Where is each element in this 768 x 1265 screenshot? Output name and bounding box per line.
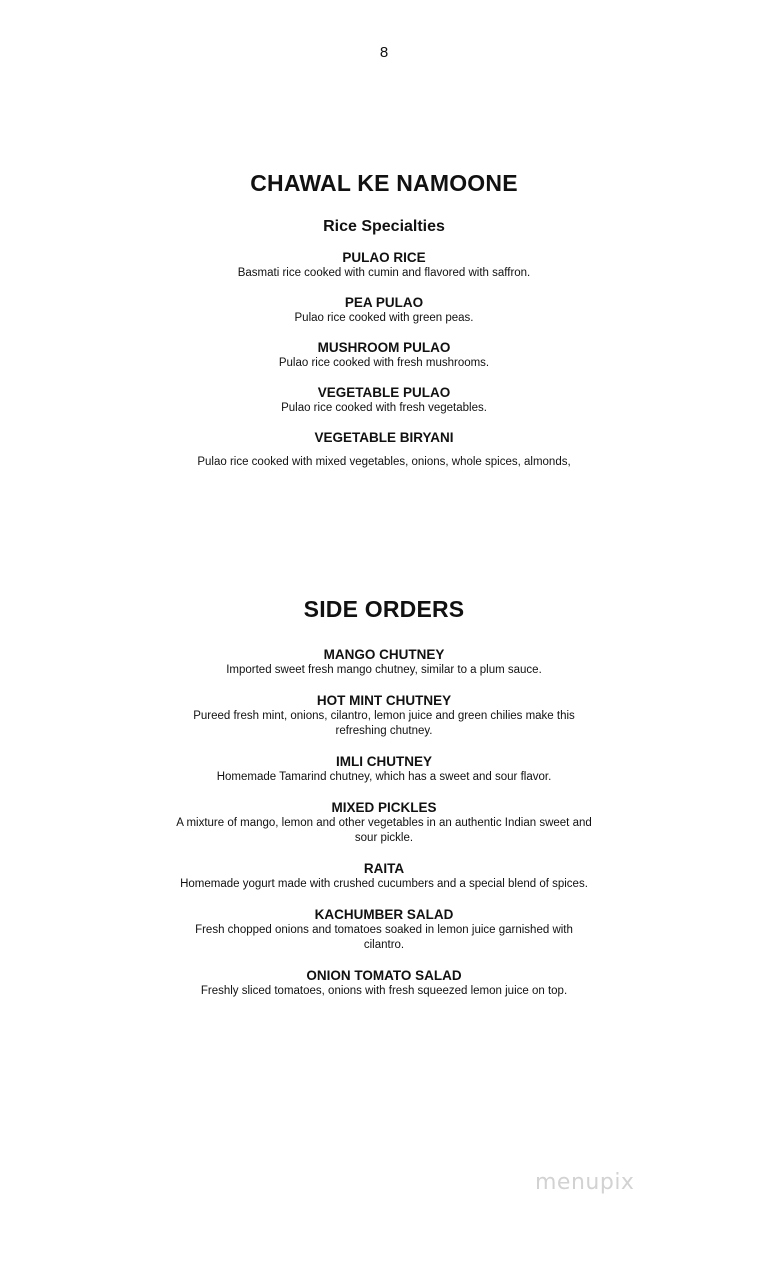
menu-item-name: MANGO CHUTNEY (323, 647, 445, 662)
menu-item-description: Homemade yogurt made with crushed cucumbers and a special blend of spices. (180, 878, 588, 890)
menu-item (0, 967, 768, 999)
menu-item (0, 799, 768, 846)
menu-item-name: VEGETABLE PULAO (317, 385, 451, 400)
watermark-logo: menupix (535, 1170, 635, 1195)
menu-item (0, 906, 768, 953)
menu-item-description: Pureed fresh mint, onions, cilantro, lemon juice and green chilies make this refreshing chutney. (193, 710, 575, 737)
section-title: SIDE ORDERS (303, 596, 465, 622)
side-orders-section (0, 596, 768, 999)
menu-item-list (0, 249, 768, 470)
menu-item (0, 429, 768, 470)
menu-item-description: Basmati rice cooked with cumin and flavored with saffron. (237, 267, 531, 279)
menu-item (0, 294, 768, 326)
menu-item-description: Fresh chopped onions and tomatoes soaked in lemon juice garnished with cilantro. (195, 924, 573, 951)
menu-item-description: A mixture of mango, lemon and other vegetables in an authentic Indian sweet and sour pickle. (176, 817, 592, 844)
menu-item-description: Freshly sliced tomatoes, onions with fresh squeezed lemon juice on top. (200, 985, 568, 997)
menu-item-name: PEA PULAO (344, 295, 424, 310)
page-number: 8 (379, 44, 389, 61)
section-subtitle: Rice Specialties (323, 218, 445, 235)
menu-item (0, 692, 768, 739)
menu-item (0, 384, 768, 416)
menu-item-description: Imported sweet fresh mango chutney, similar to a plum sauce. (226, 664, 542, 676)
menu-item-name: PULAO RICE (342, 250, 426, 265)
menu-item-name: MUSHROOM PULAO (317, 340, 451, 355)
menu-item-name: HOT MINT CHUTNEY (316, 693, 452, 708)
menu-item-description: Pulao rice cooked with green peas. (294, 312, 474, 324)
menu-item-name: KACHUMBER SALAD (314, 907, 454, 922)
menu-item (0, 339, 768, 371)
menu-item-name: VEGETABLE BIRYANI (314, 430, 454, 445)
menu-item-description: Pulao rice cooked with mixed vegetables, onions, whole spices, almonds, (197, 456, 571, 468)
menu-item-name: MIXED PICKLES (331, 800, 437, 815)
menu-item-name: RAITA (363, 861, 405, 876)
menu-item (0, 646, 768, 678)
menu-item-name: ONION TOMATO SALAD (306, 968, 462, 983)
section-title: CHAWAL KE NAMOONE (250, 170, 518, 196)
menu-item-description: Homemade Tamarind chutney, which has a sweet and sour flavor. (216, 771, 552, 783)
menu-item-description: Pulao rice cooked with fresh mushrooms. (278, 357, 490, 369)
menu-item-description: Pulao rice cooked with fresh vegetables. (281, 402, 487, 414)
menu-item (0, 753, 768, 785)
rice-specialties-section (0, 170, 768, 470)
menu-item-list (0, 646, 768, 999)
menu-item (0, 249, 768, 281)
menu-item-name: IMLI CHUTNEY (336, 754, 432, 769)
menu-item (0, 860, 768, 892)
